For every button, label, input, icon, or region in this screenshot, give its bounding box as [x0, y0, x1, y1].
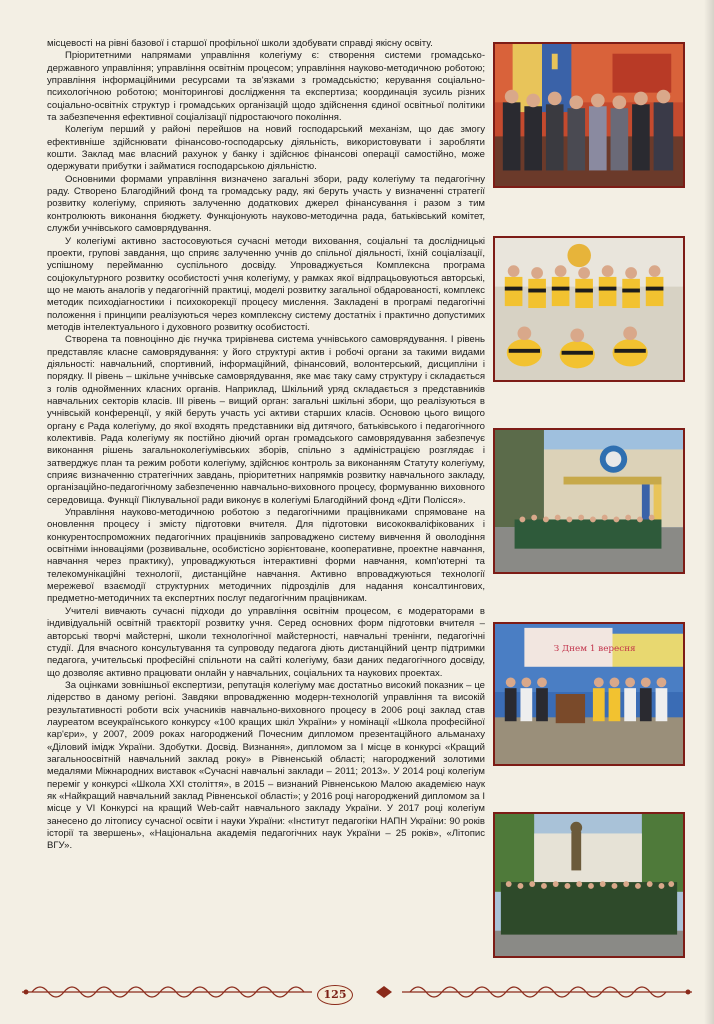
paragraph: Створена та повноцінно діє гнучка трирівнева система учнівського самоврядування. I рівень представляє класне самоврядування: у його структурі актив і робочі органи за такими видами діяльності: навчальний, спортивний, інформаційний, фінансовий, волонтерський, дисципліни і порядку. II рівень – шкільне учнівське самоврядування, яке має таку саму структуру і складається з голів однойменних класних органів. Наприклад, Шкільний уряд складається з представників навчальних секторів класів. III рівень – вищий орган: загальні шкільні збори, що реалізуються в учнівській конференції, у якій беруть участь усі активи старших класів. Основою цього вищого органу є Рада колегіуму, до якої входять представники від дитячого, батьківського і педагогічного колективів. Рада колегіуму як постійно діючий орган громадського самоврядування забезпечує виконання рішень загальноколегіумівських зборів, спільно з адміністрацією розглядає і затверджує план та режим роботи колегіуму, здійснює контроль за виконанням Статуту колегіуму, сприяє визначенню стратегічних завдань, пріоритетних напрямків розвитку навчального закладу, організаційно-педагогічному забезпеченню навчально-виховного процесу, формуванню виховного середовища. Функції Піклувальної ради виконує в колегіумі Благодійний фонд «Діти Полісся». — [47, 334, 485, 506]
photo-officials-group — [493, 42, 685, 188]
paragraph: Основними формами управління визначено загальні збори, раду колегіуму та педагогічну раду. Створено Благодійний фонд та громадську раду, які беруть участь у визначенні стратегії розвитку колегіуму, сприяють залученню додаткових джерел фінансування і разом з тим контролюють виконання бюджету. Функціонують науково-методична рада, батьківський комітет, служби учнівського самоврядування. — [47, 173, 485, 235]
page-number: 125 — [317, 985, 353, 1005]
footer-ornament — [22, 977, 692, 1007]
paragraph: Учителі вивчають сучасні підходи до управління освітнім процесом, є модераторами в індивідуальній освітній траєкторії розвитку учня. Серед основних форм підготовки вчителя – авторські творчі майстерні, школи технологічної майстерності, навчальні тренінги, педагогічні студії. Для вчасного консультування та супроводу педагога діють дистанційний центр підтримки педагога, учительські професійні спільноти на сайті колегіуму, бази даних педагогічного досвіду, що дозволяє активно працювати онлайн у навчальних, соціальних та наукових проектах. — [47, 605, 485, 679]
photo-school-building-ceremony — [493, 428, 685, 574]
photo-bee-costume-dancers — [493, 236, 685, 382]
paragraph: Пріоритетними напрямами управління колегіуму є: створення системи громадсько-державного управління; управління освітнім процесом; управління науково-методичною роботою; управління інформаційними ресурсами та зв'язками з громадськістю; керування соціально-психологічною роботою; моніторингові дослідження та експертиза; координація зусиль різних соціально-освітніх структур і громадських організацій щодо здійснення єдиної освітньої політики та забезпечення ефективної соціалізації підростаючого покоління. — [47, 50, 485, 124]
paragraph: місцевості на рівні базової і старшої профільної школи здобувати справді якісну освіту. — [47, 38, 433, 49]
photo-students-monument — [493, 812, 685, 958]
stage-banner-text: З Днем 1 вересня — [553, 644, 636, 655]
photo-stage-event — [493, 622, 685, 766]
paragraph: Управління науково-методичною роботою з педагогічними працівниками спрямоване на оновлення процесу і змісту підготовки вчителя. Для підготовки висококваліфікованих і конкурентоспроможних педагогічних працівників запроваджено систему вивчення й оволодіння освітніми інноваціями (розвивальне, особистісно зорієнтоване, кооперативне, проектне навчання, навчання через практику), упроваджуються інтерактивні форми навчання, комп'ютерні та телекомунікаційні технології, дистанційне навчання. Активно впроваджуються технології мережевої взаємодії структурних методичних підрозділів для надання консалтингових, предметно-методичних та експертних послуг педагогічним працівникам. — [47, 507, 485, 605]
paragraph: За оцінками зовнішньої експертизи, репутація колегіуму має достатньо високий показник – це лідерство в даному регіоні. Завдяки впровадженню модерн-технологій управління та високій результативності роботи всіх учасників навчально-виховного процесу в 2006 році заклад став лауреатом всеукраїнського конкурсу «100 кращих шкіл України» у номінації «Школа професійної кар'єри», у 2007, 2009 роках нагороджений Почесним дипломом презентаційного альманаху «Діловий імідж України. Здобутки. Досвід. Визнання», дипломом за I місце в конкурсі «Кращий загальноосвітній навчальний заклад року» в Рівненській області; нагороджений золотими медалями Міжнародних виставок «Сучасні навчальні заклади – 2011; 2013». У 2014 році колегіум переміг у конкурсі «Школа XXI століття», в 2015 – визнаний Рівненською Малою академією наук як «Найкращий навчальний заклад Рівненської області»; у 2016 році нагороджений дипломом за I місце у VI Конкурсі на кращий Web-сайт навчального закладу України. У 2017 році колегіум занесено до літопису сучасної освіти і науки України: «Інститут педагогіки НАПН України: 90 років історії та звершень», «Національна академія педагогічних наук України – 25 років», «Літопис ВГУ». — [47, 679, 485, 852]
article-text-column — [47, 38, 485, 853]
paragraph: Колегіум перший у районі перейшов на новий господарський механізм, що дає змогу ефективніше здійснювати фінансово-господарську діяльність, використовувати і заробляти кошти. Заклад має власний рахунок у банку і здійснює фінансові операції самостійно, може одержувати прибутки і займатися господарською діяльністю. — [47, 124, 485, 173]
page-edge-shadow — [704, 0, 714, 1024]
paragraph: У колегіумі активно застосовуються сучасні методи виховання, соціальні та дослідницькі проекти, групові завдання, що сприяє залученню учнів до спільної діяльності, їхній соціалізації, успішному перейманню суспільного досвіду. Упроваджується Комплексна програма соціокультурного розвитку особистості учня колегіуму, у рамках якої відпрацьовуються авторські, що не мають аналогів у педагогічній практиці, моделі розвитку загальної обдарованості, комплекс методик психодіагностики і психокорекції процесу мислення. Закладені в програмі педагогічні положення і принципи реалізуються через комплексну систему достатніх і практично допустимих методів інтелектуального і духовного розвитку особистості. — [47, 235, 485, 333]
